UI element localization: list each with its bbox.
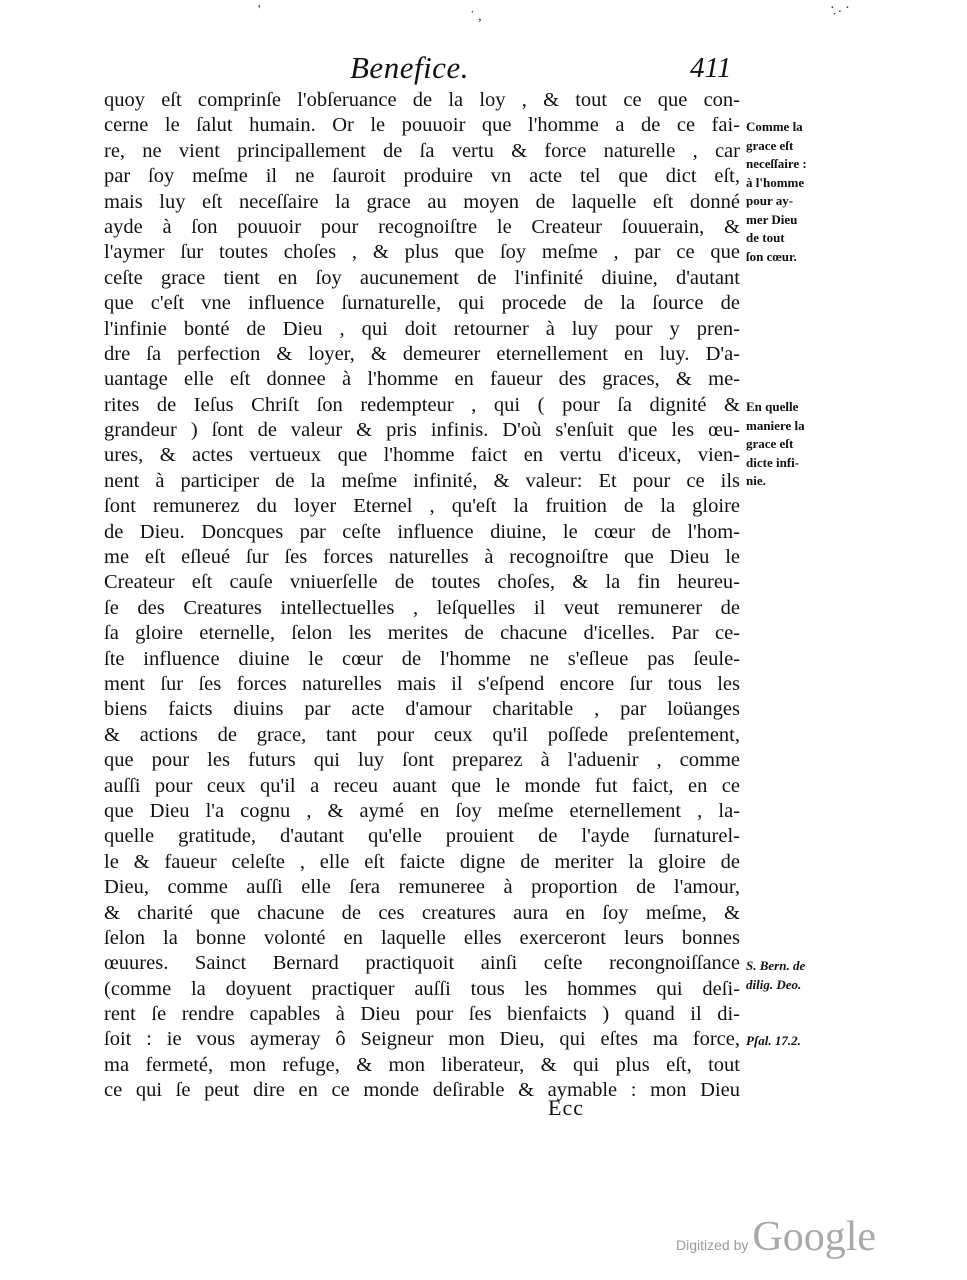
- text-line: rent ſe rendre capables à Dieu pour ſes bienfaicts ) quand il di-: [104, 1003, 740, 1026]
- text-line: ures, & actes vertueux que l'homme faict en vertu d'iceux, vien-: [104, 444, 740, 467]
- text-line: que Dieu l'a cognu , & aymé en ſoy meſme eternellement , la-: [104, 799, 740, 822]
- text-line: l'infinie bonté de Dieu , qui doit retourner à luy pour y pren-: [104, 317, 740, 340]
- marginal-note-line: grace eſt: [746, 436, 794, 451]
- scan-mark-top-left: ': [258, 3, 261, 18]
- marginal-note-line: mer Dieu: [746, 211, 798, 227]
- text-line: dre ſa perfection & loyer, & demeurer eternellement en luy. D'a-: [104, 342, 740, 365]
- scan-mark-top-mid: ˙ ,: [470, 9, 482, 24]
- catchword: Ecc: [548, 1095, 584, 1120]
- marginal-note-line: dilig. Deo.: [746, 976, 802, 992]
- text-line: (comme la doyuent practiquer auſſi tous les hommes qui deſi-: [104, 977, 740, 1000]
- text-line: le & faueur celeſte , elle eſt faicte digne de meriter la gloire de: [104, 850, 740, 873]
- text-line: cerne le ſalut humain. Or le pouuoir que l'homme a de ce fai-: [104, 114, 740, 137]
- text-line: ſont remunerez du loyer Eternel , qu'eſt la fruition de la gloire: [104, 495, 740, 518]
- text-line: ſoit : ie vous aymeray ô Seigneur mon Dieu, qui eſtes ma force,: [104, 1028, 740, 1051]
- body-text: [104, 88, 740, 1104]
- running-title: Benefice.: [350, 50, 469, 85]
- text-line: ment ſur ſes forces naturelles mais il s'eſpend encore ſur tous les: [104, 672, 740, 695]
- text-line: Createur eſt cauſe vniuerſelle de toutes choſes, & la fin heureu-: [104, 571, 740, 594]
- marginal-note-line: neceſſaire :: [746, 156, 807, 171]
- marginal-note-line: ſon cœur.: [746, 248, 797, 264]
- marginal-note-line: Pſal. 17.2.: [746, 1033, 801, 1048]
- text-line: ſte influence diuine le cœur de l'homme ne s'eſleue pas ſeule-: [104, 647, 740, 670]
- text-line: ſelon la bonne volonté en laquelle elles exerceront leurs bonnes: [104, 926, 740, 949]
- marginal-note-grace-necessaire: [746, 118, 826, 266]
- marginal-note-line: grace eſt: [746, 137, 794, 153]
- text-line: biens faicts diuins par acte d'amour charitable , par loüanges: [104, 698, 740, 721]
- marginal-note-line: maniere la: [746, 417, 805, 433]
- text-line: ſe des Creatures intellectuelles , leſquelles il veut remunerer de: [104, 596, 740, 619]
- text-line: ce qui ſe peut dire en ce monde deſirable & aymable : mon Dieu: [104, 1079, 740, 1102]
- google-logo: Google: [752, 1214, 877, 1260]
- marginal-note-line: à l'homme: [746, 174, 805, 190]
- marginal-note-line: nie.: [746, 473, 766, 488]
- text-line: ma fermeté, mon refuge, & mon liberateur, & qui plus eſt, tout: [104, 1053, 740, 1076]
- text-line: & actions de grace, tant pour ceux qu'il poſſede preſentement,: [104, 723, 740, 746]
- text-line: que pour les futurs qui luy ſont preparez à l'aduenir , comme: [104, 749, 740, 772]
- digitized-by-watermark: [676, 1214, 876, 1260]
- watermark-prefix: Digitized by: [676, 1237, 749, 1253]
- text-line: ayde à ſon pouuoir pour recognoiſtre le Createur ſouuerain, &: [104, 215, 740, 238]
- marginal-note-line: de tout: [746, 230, 785, 245]
- marginal-note-line: En quelle: [746, 399, 799, 414]
- marginal-note-s-bern: [746, 957, 826, 994]
- text-line: ceſte grace tient en ſoy aucunement de l'infinité diuine, d'autant: [104, 266, 740, 289]
- text-line: rites de Ieſus Chriſt ſon redempteur , qui ( pour ſa dignité &: [104, 393, 740, 416]
- text-line: mais luy eſt neceſſaire la grace au moyen de laquelle eſt donné: [104, 190, 740, 213]
- marginal-note-line: pour ay-: [746, 193, 794, 208]
- text-line: l'aymer ſur toutes choſes , & plus que ſoy meſme , par ce que: [104, 241, 740, 264]
- text-line: auſſi pour ceux qu'il a receu auant que le monde fut faict, en ce: [104, 774, 740, 797]
- text-line: que c'eſt vne influence ſurnaturelle, qui procede de la ſource de: [104, 292, 740, 315]
- text-line: œuures. Sainct Bernard practiquoit ainſi ceſte recongnoiſſance: [104, 952, 740, 975]
- text-line: uantage elle eſt donnee à l'homme en faueur des graces, & me-: [104, 368, 740, 391]
- text-line: me eſt eſleué ſur ſes forces naturelles à recognoiſtre que Dieu le: [104, 546, 740, 569]
- scan-mark-top-right: ·̣ . ·: [830, 1, 850, 16]
- text-line: re, ne vient principallement de ſa vertu & force naturelle , car: [104, 139, 740, 162]
- marginal-note-grace-infinie: [746, 398, 826, 491]
- marginal-note-line: S. Bern. de: [746, 958, 806, 973]
- marginal-note-line: Comme la: [746, 119, 803, 134]
- marginal-note-psal: [746, 1032, 826, 1051]
- text-line: grandeur ) ſont de valeur & pris infinis. D'où s'enſuit que les œu-: [104, 419, 740, 442]
- marginal-note-line: dicte infi-: [746, 454, 800, 470]
- text-line: par ſoy meſme il ne ſauroit produire vn acte tel que dict eſt,: [104, 165, 740, 188]
- text-line: nent à participer de la meſme infinité, & valeur: Et pour ce ils: [104, 469, 740, 492]
- text-line: quelle gratitude, d'autant qu'elle prouient de l'ayde ſurnaturel-: [104, 825, 740, 848]
- text-line: quoy eſt comprinſe l'obſeruance de la loy , & tout ce que con-: [104, 89, 740, 111]
- page-number: 411: [690, 52, 732, 84]
- text-line: & charité que chacune de ces creatures aura en ſoy meſme, &: [104, 901, 740, 924]
- text-line: Dieu, comme auſſi elle ſera remuneree à proportion de l'amour,: [104, 876, 740, 899]
- text-line: de Dieu. Doncques par ceſte influence diuine, le cœur de l'hom-: [104, 520, 740, 543]
- text-line: ſa gloire eternelle, ſelon les merites de chacune d'icelles. Par ce-: [104, 622, 740, 645]
